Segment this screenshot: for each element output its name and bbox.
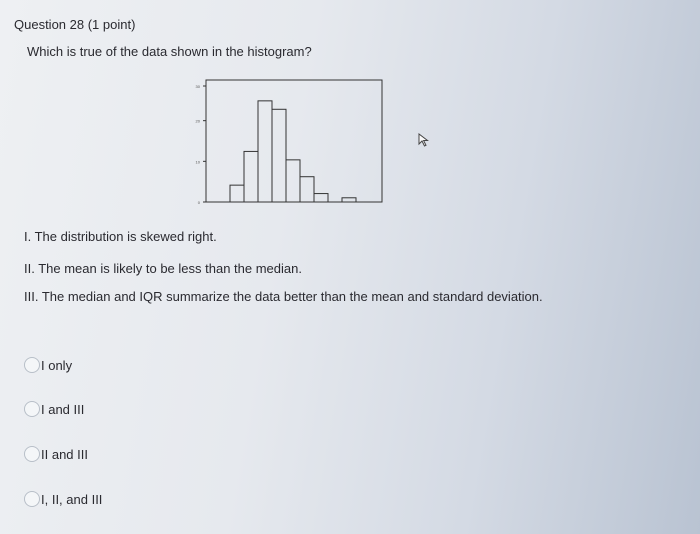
- statement-3: III. The median and IQR summarize the data better than the mean and standard deviation.: [24, 289, 543, 304]
- histogram-svg: [186, 74, 386, 210]
- radio-button[interactable]: [24, 491, 40, 507]
- statement-1: I. The distribution is skewed right.: [24, 229, 217, 244]
- mouse-pointer-icon: [418, 133, 430, 152]
- option-i-and-iii[interactable]: [24, 401, 84, 417]
- radio-button[interactable]: [24, 401, 40, 417]
- option-label: II and III: [41, 446, 88, 462]
- y-tick-label: 10: [195, 159, 200, 165]
- histogram-bar: [286, 160, 300, 202]
- question-title: Question 28 (1 point): [14, 17, 136, 32]
- histogram-bar: [244, 151, 258, 202]
- statement-2: II. The mean is likely to be less than the median.: [24, 261, 302, 276]
- y-tick-label: 20: [195, 118, 200, 124]
- plot-frame: [206, 80, 382, 202]
- histogram-chart: [186, 74, 386, 210]
- y-tick-label: 0: [197, 200, 200, 205]
- option-ii-and-iii[interactable]: [24, 446, 88, 462]
- histogram-bar: [342, 198, 356, 202]
- radio-button[interactable]: [24, 357, 40, 373]
- option-label: I and III: [41, 401, 85, 417]
- histogram-bar: [272, 109, 286, 202]
- question-prompt: Which is true of the data shown in the histogram?: [27, 44, 312, 59]
- histogram-bar: [258, 101, 272, 202]
- histogram-bar: [230, 185, 244, 202]
- option-label: I, II, and III: [41, 491, 103, 507]
- option-i-ii-and-iii[interactable]: [24, 491, 102, 507]
- y-tick-label: 30: [195, 84, 200, 89]
- histogram-bar: [300, 177, 314, 202]
- histogram-bar: [314, 194, 328, 202]
- option-i-only[interactable]: [24, 357, 72, 373]
- radio-button[interactable]: [24, 446, 40, 462]
- option-label: I only: [41, 357, 73, 373]
